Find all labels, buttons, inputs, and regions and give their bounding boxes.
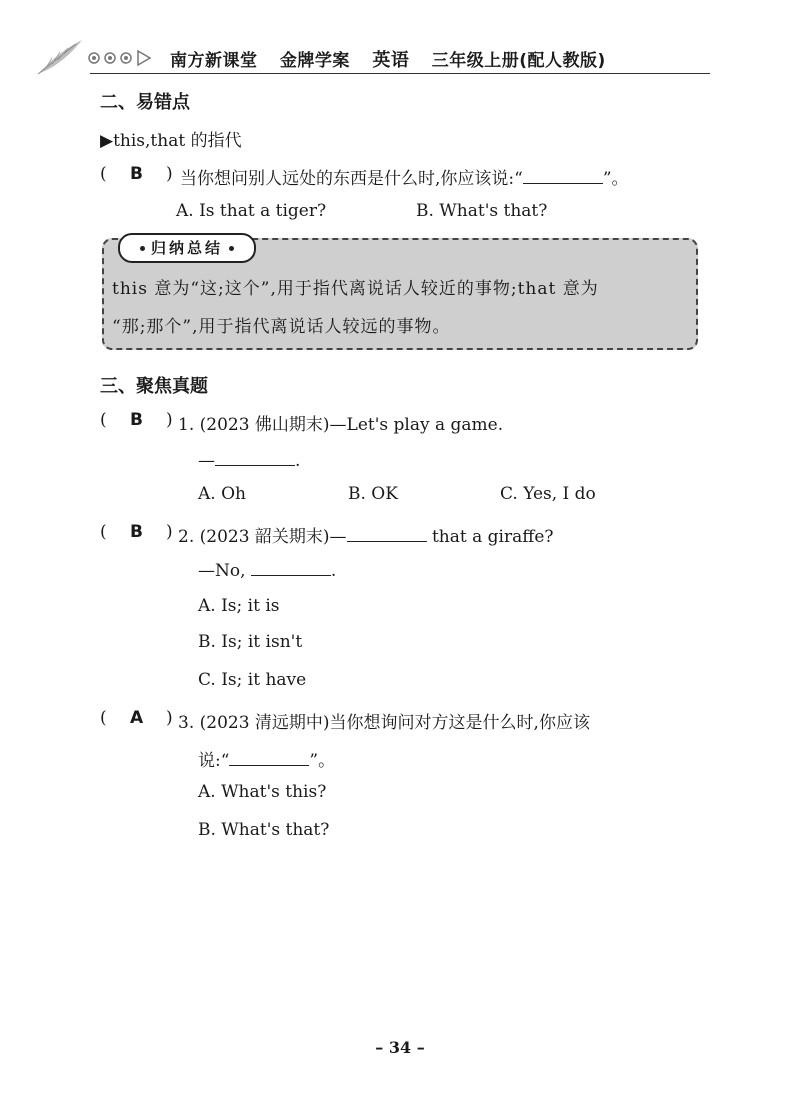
summary-badge-label: 归纳总结: [151, 239, 224, 257]
question-3-line-2: [198, 746, 335, 771]
header-title: [170, 46, 622, 72]
question-1-option-b: B. OK: [348, 484, 398, 504]
question-3-after: ”。: [309, 751, 336, 771]
answer-mark: B: [130, 164, 143, 184]
option-a: A. Is that a tiger?: [176, 201, 327, 221]
question-1-reply: [198, 448, 300, 471]
answer-blank: [347, 524, 427, 542]
answer-blank: [523, 166, 603, 184]
header-book: 金牌学案: [279, 51, 350, 71]
answer-mark: B: [130, 522, 143, 542]
reply-prefix: —No,: [198, 561, 251, 581]
question-2-reply: [198, 558, 336, 581]
question-3-before: 说:“: [198, 751, 230, 771]
answer-paren-open: (: [100, 410, 107, 430]
question-text-after: ”。: [602, 169, 629, 189]
summary-badge: [118, 233, 256, 263]
answer-blank: [215, 448, 295, 466]
header-grade: 三年级上册(配人教版): [431, 51, 606, 71]
question-1-option-a: A. Oh: [198, 484, 246, 504]
question-1-text: 1. (2023 佛山期末)—Let's play a game.: [178, 415, 504, 435]
section-title-mistakes: 二、易错点: [100, 92, 190, 113]
bullet-icon: [229, 246, 234, 251]
point-heading: ▶this,that 的指代: [100, 131, 242, 151]
question-3-text: 3. (2023 清远期中)当你想询问对方这是什么时,你应该: [178, 713, 590, 733]
question-2-option-b: B. Is; it isn't: [198, 632, 303, 652]
header-divider: [90, 73, 710, 74]
bullet-icon: [140, 246, 145, 251]
question-3-option-b: B. What's that?: [198, 820, 330, 840]
answer-paren-open: (: [100, 522, 107, 542]
answer-blank: [229, 748, 309, 766]
header-series: 南方新课堂: [170, 51, 258, 71]
answer-mark: B: [130, 410, 143, 430]
question-1-option-c: C. Yes, I do: [500, 484, 596, 504]
reply-suffix: .: [330, 561, 337, 581]
question-2-text-before: 2. (2023 韶关期末)—: [178, 527, 347, 547]
question-text: [180, 164, 629, 189]
feather-quill-icon: [36, 36, 84, 76]
page-header: [0, 0, 800, 80]
reply-prefix: —: [198, 451, 215, 471]
answer-paren-open: (: [100, 164, 107, 184]
decorative-dots-icon: [86, 48, 156, 68]
answer-paren-close: ): [166, 708, 173, 728]
question-2-text: [178, 522, 554, 547]
answer-paren-close: ): [166, 164, 173, 184]
summary-line-1: this 意为“这;这个”,用于指代离说话人较近的事物;that 意为: [112, 279, 599, 299]
question-text-before: 当你想问别人远处的东西是什么时,你应该说:“: [180, 169, 523, 189]
question-2-option-c: C. Is; it have: [198, 670, 307, 690]
answer-paren-close: ): [166, 522, 173, 542]
answer-mark: A: [130, 708, 144, 728]
answer-blank: [251, 558, 331, 576]
header-subject: 英语: [372, 50, 410, 71]
question-3-option-a: A. What's this?: [198, 782, 327, 802]
option-b: B. What's that?: [416, 201, 548, 221]
question-2-option-a: A. Is; it is: [198, 596, 280, 616]
answer-paren-open: (: [100, 708, 107, 728]
reply-suffix: .: [295, 451, 301, 471]
question-2-text-after: that a giraffe?: [426, 527, 554, 547]
page-number: – 34 –: [375, 1038, 425, 1057]
answer-paren-close: ): [166, 410, 173, 430]
section-title-exam: 三、聚焦真题: [100, 376, 208, 397]
summary-line-2: “那;那个”,用于指代离说话人较远的事物。: [112, 317, 451, 337]
